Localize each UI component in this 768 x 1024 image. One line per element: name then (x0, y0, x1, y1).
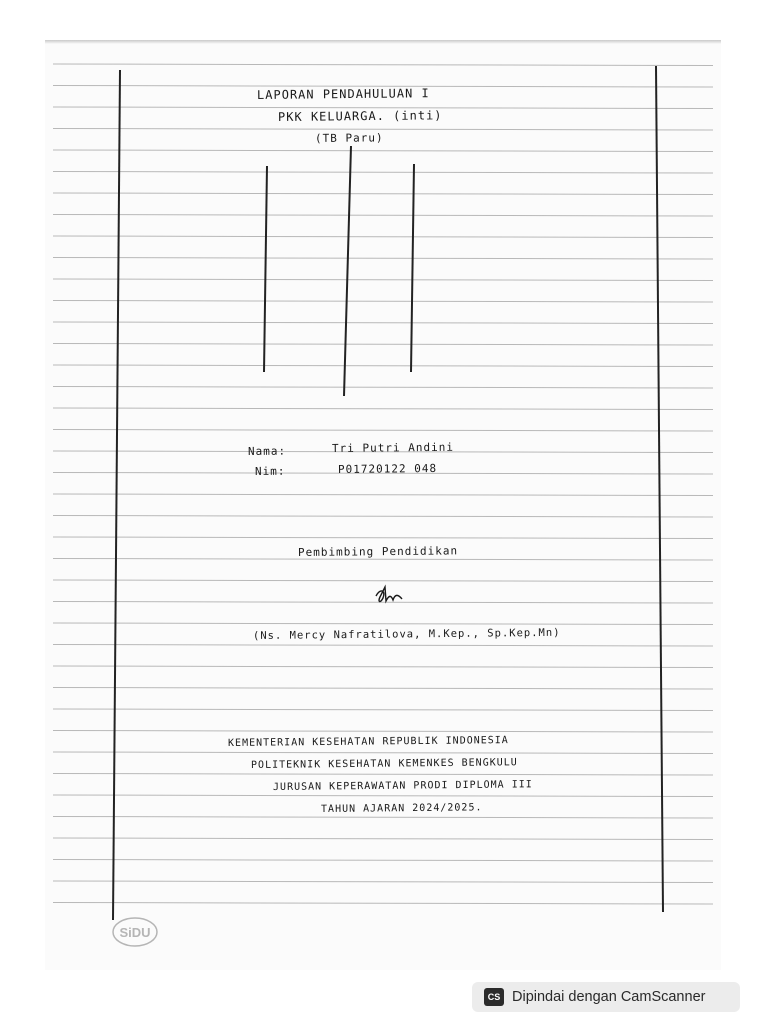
signature (376, 587, 402, 602)
ruled-line (53, 903, 713, 905)
ruled-paper (45, 40, 721, 970)
ruled-line (53, 881, 713, 883)
ruled-line (53, 645, 713, 647)
scan-top-shadow (45, 40, 721, 44)
right-margin-line (656, 66, 663, 912)
title-line-3: (TB Paru) (314, 131, 384, 145)
ruled-line (53, 537, 713, 539)
nim-value: P01720122 048 (337, 461, 438, 476)
ruled-line (53, 731, 713, 733)
ruled-line (53, 559, 713, 561)
name-value: Tri Putri Andini (331, 440, 455, 455)
ruled-line (53, 516, 713, 518)
paper-brand-text: SiDU (119, 925, 151, 940)
ruled-line (53, 774, 713, 776)
ruled-line (53, 838, 713, 840)
institution-line-1: KEMENTERIAN KESEHATAN REPUBLIK INDONESIA (227, 735, 509, 749)
ruled-line (53, 387, 713, 389)
vertical-stroke-middle (344, 146, 351, 396)
ruled-line (53, 322, 713, 324)
ruled-line (53, 172, 713, 174)
ruled-line (53, 494, 713, 496)
institution-line-2: POLITEKNIK KESEHATAN KEMENKES BENGKULU (250, 757, 518, 771)
ruled-line (53, 430, 713, 432)
vertical-stroke-left (264, 166, 267, 372)
title-line-2: PKK KELUARGA. (inti) (277, 108, 443, 124)
scanned-page (45, 40, 721, 970)
ruled-line (53, 795, 713, 797)
nim-label: Nim: (254, 464, 286, 478)
camscanner-watermark (472, 982, 740, 1012)
ruled-line (53, 64, 713, 66)
ruled-line (53, 688, 713, 690)
vertical-stroke-right (411, 164, 414, 372)
ruled-line (53, 344, 713, 346)
supervisor-heading: Pembimbing Pendidikan (297, 544, 459, 559)
camscanner-logo-icon: CS (484, 988, 504, 1006)
ruled-line (53, 666, 713, 668)
institution-line-3: JURUSAN KEPERAWATAN PRODI DIPLOMA III (272, 779, 533, 793)
ruled-line (53, 752, 713, 754)
ruled-line (53, 860, 713, 862)
ruled-line (53, 709, 713, 711)
name-label: Nama: (247, 444, 287, 458)
ruled-line (53, 623, 713, 625)
ruled-line (53, 236, 713, 238)
ruled-line (53, 580, 713, 582)
ruled-line (53, 129, 713, 131)
paper-brand-logo (113, 918, 157, 946)
title-line-1: LAPORAN PENDAHULUAN I (256, 86, 430, 102)
institution-line-4: TAHUN AJARAN 2024/2025. (320, 802, 483, 815)
ruled-line (53, 817, 713, 819)
camscanner-text: Dipindai dengan CamScanner (512, 989, 706, 1005)
ruled-lines (53, 64, 713, 904)
ruled-line (53, 408, 713, 410)
ruled-line (53, 602, 713, 604)
ruled-line (53, 258, 713, 260)
left-margin-line (113, 70, 120, 920)
ruled-line (53, 150, 713, 152)
ruled-line (53, 365, 713, 367)
ruled-line (53, 279, 713, 281)
ruled-line (53, 215, 713, 217)
ruled-line (53, 193, 713, 195)
supervisor-name: (Ns. Mercy Nafratilova, M.Kep., Sp.Kep.Mn) (252, 626, 561, 642)
ruled-line (53, 301, 713, 303)
